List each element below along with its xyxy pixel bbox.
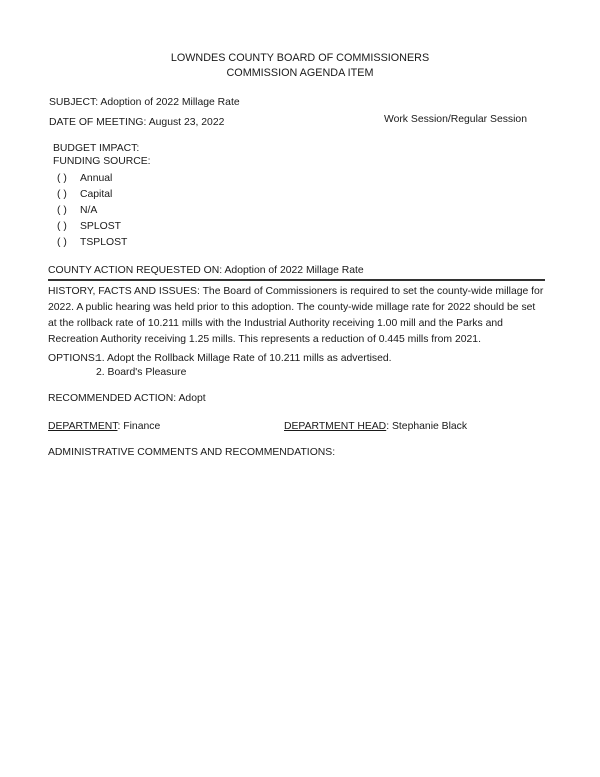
recommended-label: RECOMMENDED ACTION: [48,393,177,404]
meeting-date [49,116,224,129]
option-label: Annual [80,173,113,184]
checkbox: ( ) [57,237,67,248]
subject-value: Adoption of 2022 Millage Rate [100,97,240,108]
funding-option [57,204,98,217]
divider [48,279,545,281]
option-item: 2. Board's Pleasure [96,367,187,378]
option-item: 1. Adopt the Rollback Millage Rate of 10.211 mills as advertised. [96,353,392,364]
recommended-value: Adopt [178,393,206,404]
funding-option [57,236,128,249]
department-value: : Finance [117,421,161,432]
department-head [284,420,467,433]
checkbox: ( ) [57,221,67,232]
option-label: N/A [80,205,98,216]
history-line: at the rollback rate of 10.211 mills with the Industrial Authority receiving 1.00 mill and the Parks and [48,318,503,329]
subject-label: SUBJECT: [49,97,99,108]
action-label: COUNTY ACTION REQUESTED ON: [48,265,223,276]
option-label: SPLOST [80,221,121,232]
option-label: TSPLOST [80,237,128,248]
option-label: Capital [80,189,113,200]
checkbox: ( ) [57,173,67,184]
history-line: HISTORY, FACTS AND ISSUES: The Board of Commissioners is required to set the county-wide millage for [48,286,544,297]
action-requested [48,264,364,277]
department [48,420,160,433]
meeting-value: August 23, 2022 [148,117,225,128]
funding-source-label: FUNDING SOURCE: [53,156,151,167]
session-type: Work Session/Regular Session [383,114,527,125]
header-title: LOWNDES COUNTY BOARD OF COMMISSIONERS [170,52,430,64]
history-line: 2022. A public hearing was held prior to this adoption. The county-wide millage rate for 2022 should be set [48,302,536,313]
funding-option [57,188,113,201]
header-subtitle: COMMISSION AGENDA ITEM [226,67,374,79]
recommended-action [48,392,206,405]
options-label: OPTIONS: [48,353,98,364]
department-head-label: DEPARTMENT HEAD [284,421,387,432]
action-value: Adoption of 2022 Millage Rate [224,265,364,276]
funding-option [57,220,121,233]
admin-comments-label: ADMINISTRATIVE COMMENTS AND RECOMMENDATIONS: [48,447,336,458]
funding-option [57,172,113,185]
checkbox: ( ) [57,205,67,216]
department-head-value: : Stephanie Black [386,421,468,432]
checkbox: ( ) [57,189,67,200]
budget-impact-label: BUDGET IMPACT: [53,143,140,154]
history-line: Recreation Authority receiving 1.25 mills. This represents a reduction of 0.445 mills from 2021. [48,334,481,345]
department-label: DEPARTMENT [48,421,118,432]
subject [49,96,240,109]
meeting-label: DATE OF MEETING: [49,117,147,128]
